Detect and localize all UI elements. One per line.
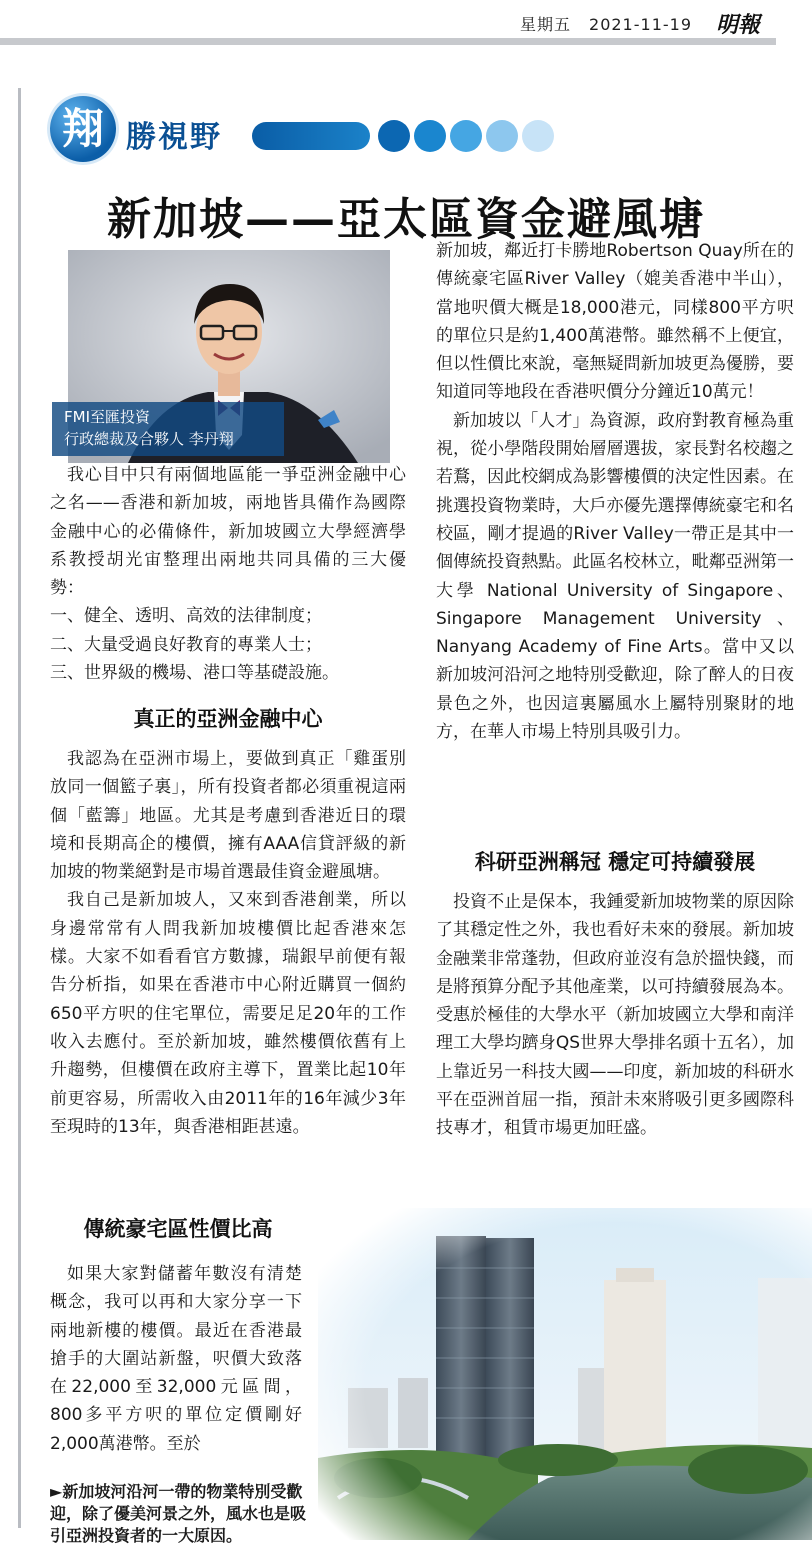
header-divider xyxy=(0,38,776,45)
issue-weekday: 星期五 xyxy=(520,15,572,34)
portrait-caption-name: 行政總裁及合夥人 李丹翔 xyxy=(64,430,234,448)
decorative-dot xyxy=(450,120,482,152)
column-label: 勝視野 xyxy=(126,120,222,155)
headline: 新加坡——亞太區資金避風塘 xyxy=(107,194,705,245)
body-paragraph: 我自己是新加坡人，又來到香港創業，所以身邊常常有人問我新加坡樓價比起香港來怎樣。大家不如看看官方數據，瑞銀早前便有報告分析指，如果在香港市中心附近購買一個約650平方呎的住宅單位，需要足足20年的工作收入去應付。至於新加坡，雖然樓價依舊有上升趨勢，但樓價在政府主導下，置業比起10年前更容易，所需收入由2011年的16年減少3年至現時的13年，與香港相距甚遠。 xyxy=(50,890,406,1137)
decorative-dot xyxy=(522,120,554,152)
decorative-bar xyxy=(252,122,370,150)
masthead-text: 明報 xyxy=(715,12,760,38)
decorative-dot xyxy=(378,120,410,152)
section-body xyxy=(50,745,406,1141)
caption-arrow-icon: ► xyxy=(50,1482,63,1501)
river-valley-photo xyxy=(318,1208,812,1540)
body-paragraph: 新加坡以「人才」為資源，政府對教育極為重視，從小學階段開始層層選拔，家長對名校趨之若鶩，因此校網成為影響樓價的決定性因素。在挑選投資物業時，大戶亦優先選擇傳統豪宅和名校區，剛才提過的River Valley一帶正是其中一個傳統投資熱點。此區名校林立，毗鄰亞洲第一大學 National University of Singapore、Singapore Management University、Nanyang Academy of Fine Arts。當中又以新加坡河沿河之地特別受歡迎，除了醉人的日夜景色之外，也因這裏屬風水上屬特別聚財的地方，在華人市場上特別具吸引力。 xyxy=(436,410,794,743)
body-paragraph: 如果大家對儲蓄年數沒有清楚概念，我可以再和大家分享一下兩地新樓的樓價。最近在香港最搶手的大圍站新盤，呎價大致落在22,000至32,000元區間，800多平方呎的單位定價剛好2,000萬港幣。至於 xyxy=(50,1264,302,1454)
caption-text: 新加坡河沿河一帶的物業特別受歡迎，除了優美河景之外，風水也是吸引亞洲投資者的一大原因。 xyxy=(50,1482,307,1545)
decorative-dot xyxy=(414,120,446,152)
body-paragraph: 新加坡，鄰近打卡勝地Robertson Quay所在的傳統豪宅區River Valley（媲美香港中半山），當地呎價大概是18,000港元，同樣800平方呎的單位只是約1,400萬港幣。雖然稱不上便宜，但以性價比來說，毫無疑問新加坡更為優勝，要知道同等地段在香港呎價分分鐘近10萬元！ xyxy=(436,241,794,403)
decorative-dot xyxy=(486,120,518,152)
left-margin-rule xyxy=(18,88,21,1528)
section-heading: 傳統豪宅區性價比高 xyxy=(83,1217,273,1241)
intro-paragraph: 我心目中只有兩個地區能一爭亞洲金融中心之名——香港和新加坡，兩地皆具備作為國際金融中心的必備條件，新加坡國立大學經濟學系教授胡光宙整理出兩地共同具備的三大優勢： xyxy=(50,465,406,599)
section-heading: 科研亞洲稱冠 穩定可持續發展 xyxy=(474,850,756,874)
right-column-body xyxy=(436,237,794,746)
column-badge: 翔 xyxy=(50,96,116,162)
section-body xyxy=(436,888,794,1143)
section-heading: 真正的亞洲金融中心 xyxy=(133,707,323,731)
advantage-item: 三、世界級的機場、港口等基礎設施。 xyxy=(50,663,339,684)
masthead-logo xyxy=(716,8,760,39)
portrait-caption-company: FMI至匯投資 xyxy=(64,408,150,426)
body-paragraph: 投資不止是保本，我鍾愛新加坡物業的原因除了其穩定性之外，我也看好未來的發展。新加坡金融業非常蓬勃，但政府並沒有急於搵快錢，而是將預算分配予其他產業，以可持續發展為本。受惠於極佳的大學水平（新加坡國立大學和南洋理工大學均躋身QS世界大學排名頭十五名），加上靠近另一科技大國——印度，新加坡的科研水平在亞洲首屈一指，預計未來將吸引更多國際科技專才，租賃市場更加旺盛。 xyxy=(436,892,794,1139)
advantage-item: 二、大量受過良好教育的專業人士； xyxy=(50,634,322,655)
advantage-item: 一、健全、透明、高效的法律制度； xyxy=(50,606,322,627)
intro-block xyxy=(50,461,406,687)
body-paragraph: 我認為在亞洲市場上，要做到真正「雞蛋別放同一個籃子裏」，所有投資者都必須重視這兩個「藍籌」地區。尤其是考慮到香港近日的環境和長期高企的樓價，擁有AAA信貸評級的新加坡的物業絕對是市場首選最佳資金避風塘。 xyxy=(50,749,406,883)
photo-caption xyxy=(50,1481,320,1547)
section-body xyxy=(50,1260,302,1458)
issue-date: 2021-11-19 xyxy=(589,15,692,34)
